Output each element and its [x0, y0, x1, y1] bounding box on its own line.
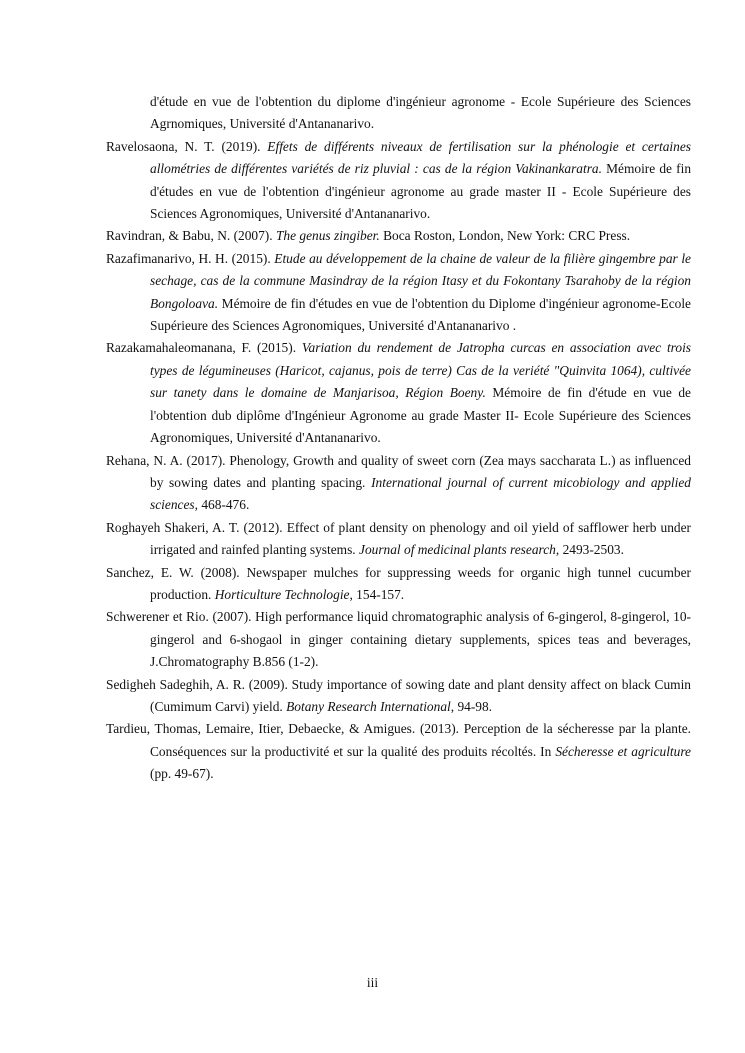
reference-text: Ravindran, & Babu, N. (2007). [106, 228, 276, 244]
reference-text: Ravelosaona, N. T. (2019). [106, 138, 268, 154]
reference-text: Sanchez, E. W. (2008). Newspaper mulches for suppressing weeds for organic high tunnel cucumber production. [106, 564, 691, 602]
reference-italic-text: Botany Research International [286, 698, 451, 714]
reference-text: Mémoire de fin d'études en vue de l'obtention d'ingénieur agronome au grade master II - Ecole Supérieure des Sciences Agronomiques, Université d'Antananarivo. [150, 161, 692, 222]
reference-entry [106, 450, 691, 517]
reference-text: d'étude en vue de l'obtention du diplome d'ingénieur agronome - Ecole Supérieure des Sciences Agrnomiques, Université d'Antananarivo. [150, 94, 691, 132]
reference-text: Sedigheh Sadeghih, A. R. (2009). Study importance of sowing date and plant density affect on black Cumin (Cumimum Carvi) yield. [106, 676, 691, 714]
reference-text: Mémoire de fin d'étude en vue de l'obtention dub diplôme d'Ingénieur Agronome au grade Master II- Ecole Supérieure des Sciences Agronomiques, Université d'Antananarivo. [150, 385, 691, 446]
reference-entry [106, 136, 691, 226]
reference-italic-text: Effets de différents niveaux de fertilisation sur la phénologie et certaines allométries de différentes variétés de riz pluvial : cas de la région Vakinankaratra. [150, 138, 691, 177]
reference-text: , 154-157. [349, 586, 405, 602]
reference-text: Razafimanarivo, H. H. (2015). [106, 250, 275, 266]
reference-list [106, 91, 691, 786]
reference-italic-text: Variation du rendement de Jatropha curcas en association avec trois types de légumineuses (Haricot, cajanus, pois de terre) Cas de la veriété "Quinvita 1064), cultivée sur tanety dans le domaine de Manjarisoa, Région Boeny. [150, 340, 691, 401]
reference-text: Mémoire de fin d'études en vue de l'obtention du Diplome d'ingénieur agronome-Ecole Supérieure des Sciences Agronomiques, Université d'Antananarivo . [150, 295, 691, 334]
reference-entry [106, 674, 691, 719]
reference-text: Tardieu, Thomas, Lemaire, Itier, Debaecke, & Amigues. (2013). Perception de la sécheresse par la plante. Conséquences sur la productivité et sur la qualité des produits récoltés. In [106, 721, 691, 759]
reference-text: Schwerener et Rio. (2007). High performance liquid chromatographic analysis of 6-gingerol, 8-gingerol, 10-gingerol and 6-shogaol in ginger containing dietary supplements, spices teas and beverages, J.Chromatography B.856 (1-2). [106, 609, 691, 670]
reference-italic-text: The genus zingiber. [275, 228, 380, 244]
reference-text: Roghayeh Shakeri, A. T. (2012). Effect of plant density on phenology and oil yield of safflower herb under irrigated and rainfed planting systems. [106, 519, 691, 558]
reference-text: Rehana, N. A. (2017). Phenology, Growth and quality of sweet corn (Zea mays saccharata L.) as influenced by sowing dates and planting spacing. [106, 452, 691, 490]
reference-entry [106, 225, 691, 247]
reference-entry [106, 337, 691, 449]
reference-italic-text: Horticulture Technologie [214, 586, 350, 602]
reference-entry [106, 91, 691, 136]
page-number: iii [366, 975, 379, 990]
reference-text: , 94-98. [450, 698, 493, 714]
reference-entry [106, 718, 691, 785]
reference-entry [106, 562, 691, 607]
reference-italic-text: Sécheresse et agriculture [555, 743, 692, 759]
reference-text: , 468-476. [194, 497, 250, 513]
reference-entry [106, 606, 691, 673]
reference-text: , 2493-2503. [555, 542, 624, 558]
reference-entry [106, 248, 691, 338]
reference-text: (pp. 49-67). [150, 766, 214, 782]
reference-text: Razakamahaleomanana, F. (2015). [106, 340, 302, 356]
reference-italic-text: International journal of current micobiology and applied sciences [150, 474, 691, 513]
reference-text: Boca Roston, London, New York: CRC Press. [379, 228, 631, 244]
reference-entry [106, 517, 691, 562]
reference-italic-text: Journal of medicinal plants research [359, 542, 556, 558]
reference-italic-text: Etude au développement de la chaine de valeur de la filière gingembre par le sechage, cas de la commune Masindray de la région Itasy et du Fokontany Tsarahoby de la région Bongoloava. [150, 250, 691, 311]
